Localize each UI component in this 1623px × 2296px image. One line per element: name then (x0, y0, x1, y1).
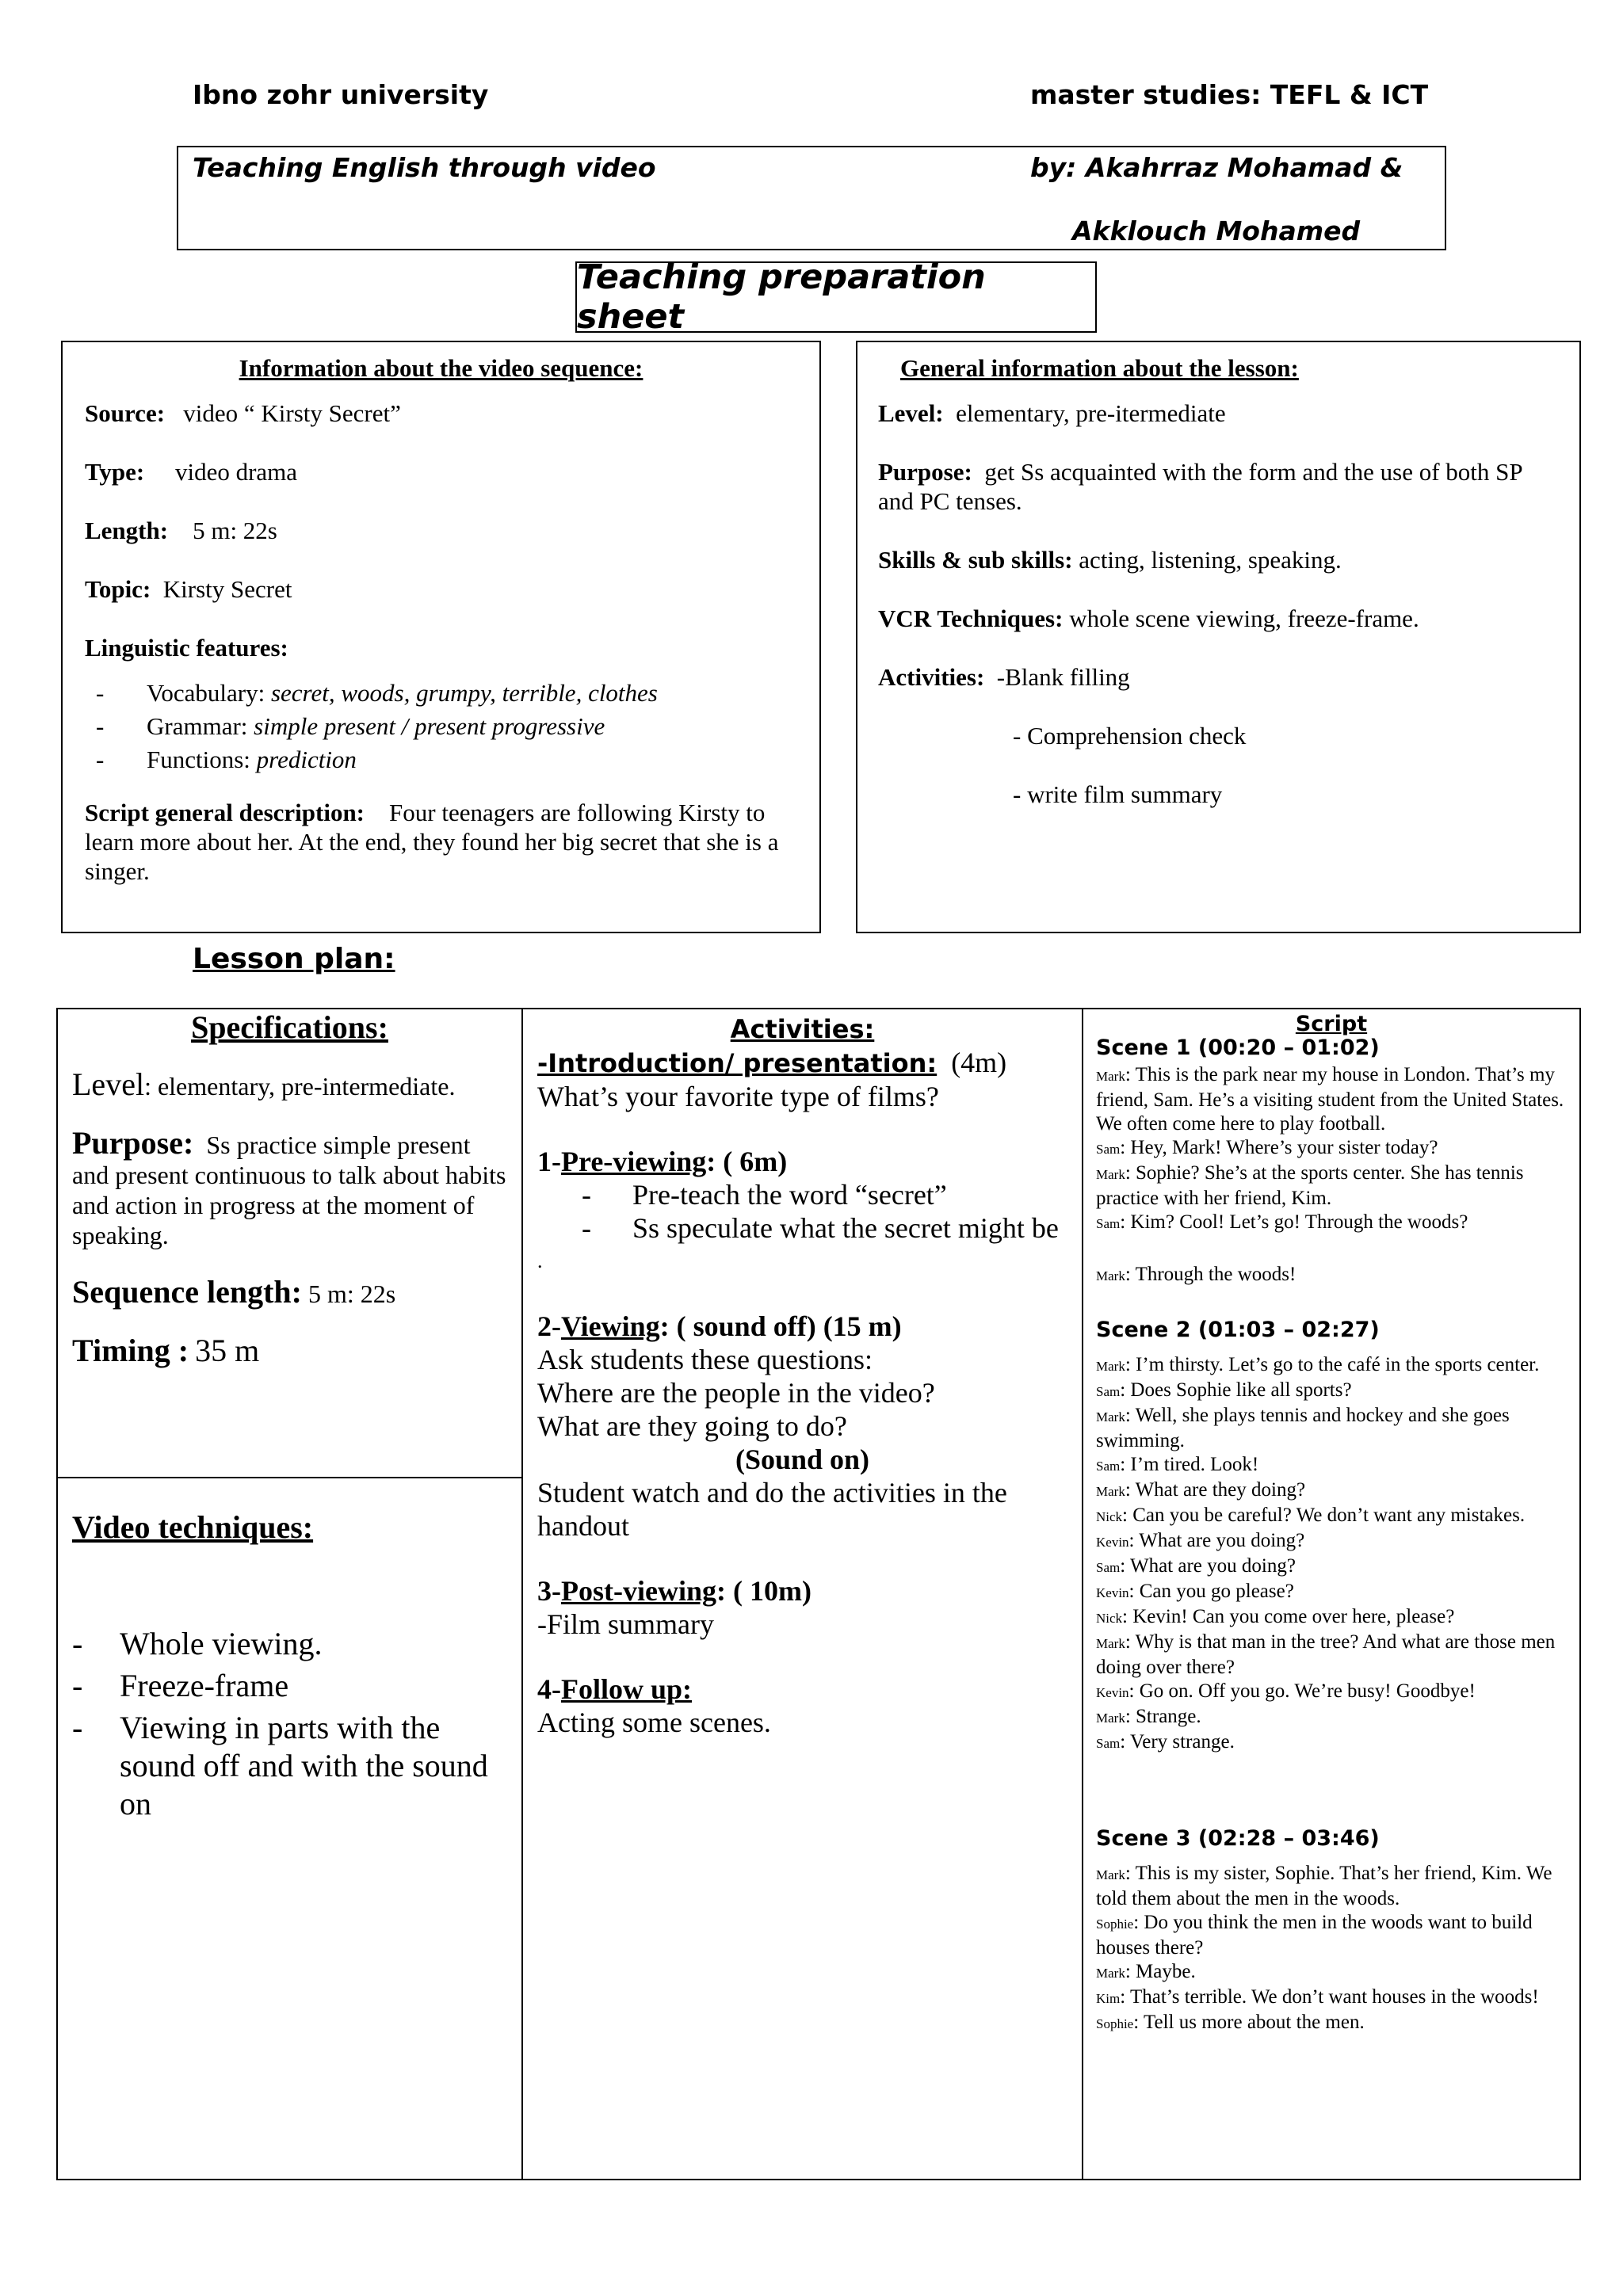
intro-time: (4m) (951, 1047, 1007, 1078)
length-row (85, 516, 797, 545)
topic-label: Topic: (85, 575, 151, 603)
post-viewing-num: 3- (537, 1575, 561, 1607)
line-text: : Does Sophie like all sports? (1120, 1379, 1352, 1401)
script-line (1096, 1453, 1567, 1478)
level-value: elementary, pre-itermediate (956, 399, 1226, 427)
scene-title: Scene 2 (01:03 – 02:27) (1096, 1318, 1380, 1342)
script-line (1096, 1353, 1567, 1379)
course-title: Teaching English through video (193, 152, 656, 183)
pre-viewing-time: : ( 6m) (706, 1146, 788, 1177)
source-value: video “ Kirsty Secret” (183, 399, 401, 427)
techniques-list (72, 1625, 516, 1823)
linguistic-row (85, 633, 797, 662)
speaker: Kevin (1096, 1585, 1129, 1600)
length-value: 5 m: 22s (193, 517, 277, 544)
feature-label: Grammar: (147, 712, 248, 740)
line-text: : What are you doing? (1120, 1555, 1296, 1577)
speaker: Kevin (1096, 1535, 1129, 1550)
speaker: Sophie (1096, 1917, 1134, 1932)
script-line (1096, 1862, 1567, 1911)
script-line (1096, 1211, 1567, 1236)
level-label: Level: (878, 399, 944, 427)
spec-level-label: Level (72, 1066, 145, 1102)
lesson-plan-label: Lesson plan: (193, 943, 395, 975)
intro-label: -Introduction/ presentation: (537, 1048, 938, 1078)
feature-value: prediction (256, 746, 357, 773)
script-heading: Script (1295, 1012, 1368, 1036)
script-desc-label: Script general description: (85, 799, 365, 826)
post-viewing-time: : ( 10m) (716, 1575, 812, 1607)
sheet-title (575, 257, 1097, 337)
linguistic-label: Linguistic features: (85, 634, 288, 662)
script-line (1096, 2011, 1567, 2036)
speaker: Nick (1096, 1509, 1123, 1524)
script-line (1096, 1985, 1567, 2011)
spec-purpose (72, 1125, 507, 1250)
activities-column (523, 1009, 1082, 2179)
script-line (1096, 1504, 1567, 1529)
spec-timing-label: Timing : (72, 1333, 189, 1368)
lesson-info-heading: General information about the lesson: (900, 354, 1299, 382)
skills-row (878, 545, 1559, 574)
speaker: Mark (1096, 1409, 1125, 1425)
line-text: : Well, she plays tennis and hockey and she goes swimming. (1096, 1405, 1510, 1451)
authors-line-1: by: Akahrraz Mohamad & (1030, 152, 1403, 183)
university-name: Ibno zohr university (193, 79, 489, 110)
speaker: Mark (1096, 1711, 1125, 1726)
line-text: : Kim? Cool! Let’s go! Through the woods? (1120, 1211, 1468, 1233)
video-info-heading: Information about the video sequence: (239, 354, 643, 382)
post-viewing-line (537, 1574, 1067, 1608)
line-text: : What are you doing? (1128, 1530, 1305, 1551)
purpose-label: Purpose: (878, 458, 972, 486)
line-text: : Why is that man in the tree? And what are those men doing over there? (1096, 1631, 1556, 1678)
speaker: Mark (1096, 1966, 1125, 1981)
technique-item: - Freeze-frame (72, 1667, 516, 1705)
post-viewing-label: Post-viewing (561, 1575, 716, 1607)
activity-item: -Blank filling (996, 663, 1130, 691)
intro-question: What’s your favorite type of films? (537, 1081, 939, 1112)
viewing-after: Student watch and do the activities in the handout (537, 1477, 1007, 1542)
speaker: Sam (1096, 1736, 1121, 1751)
speaker: Sophie (1096, 2016, 1134, 2031)
skills-value: acting, listening, speaking. (1079, 546, 1342, 574)
activity-item: - Comprehension check (1013, 722, 1247, 749)
speaker: Mark (1096, 1268, 1125, 1283)
script-line (1096, 1680, 1567, 1705)
line-text: : This is my sister, Sophie. That’s her friend, Kim. We told them about the men in the woods. (1096, 1863, 1552, 1909)
speaker: Kim (1096, 1991, 1121, 2006)
level-row (878, 399, 1559, 428)
pre-viewing-item: - Ss speculate what the secret might be (537, 1211, 1067, 1245)
speaker: Nick (1096, 1611, 1123, 1626)
spec-sequence (72, 1274, 507, 1310)
line-text: : I’m tired. Look! (1120, 1454, 1259, 1475)
script-line (1096, 1960, 1567, 1985)
script-line (1096, 1705, 1567, 1730)
script-line (1096, 1554, 1567, 1580)
line-text: : Hey, Mark! Where’s your sister today? (1120, 1137, 1438, 1158)
spec-level (72, 1066, 507, 1102)
scene-title: Scene 1 (00:20 – 01:02) (1096, 1035, 1380, 1060)
script-line (1096, 1263, 1567, 1288)
line-text: : Can you go please? (1128, 1581, 1294, 1602)
script-line (1096, 1136, 1567, 1161)
spec-purpose-label: Purpose: (72, 1125, 194, 1161)
script-line (1096, 1161, 1567, 1211)
speaker: Mark (1096, 1069, 1125, 1084)
technique-item: - Viewing in parts with the sound off and with the sound on (72, 1709, 516, 1823)
speaker: Sam (1096, 1142, 1121, 1157)
activities-heading: Activities: (730, 1014, 875, 1044)
viewing-question: Ask students these questions: (537, 1344, 873, 1375)
type-value: video drama (174, 458, 298, 486)
script-line (1096, 1911, 1567, 1960)
line-text: : Maybe. (1125, 1961, 1196, 1982)
activities-row (878, 662, 1559, 692)
line-text: : Very strange. (1120, 1731, 1235, 1753)
line-text: : This is the park near my house in London. That’s my friend, Sam. He’s a visiting student from the United States. We often come here to play football. (1096, 1064, 1564, 1135)
pre-viewing-line (537, 1145, 1067, 1178)
script-line (1096, 1529, 1567, 1554)
line-text: : I’m thirsty. Let’s go to the café in the sports center. (1125, 1354, 1540, 1375)
speaker: Sam (1096, 1459, 1121, 1474)
script-line (1096, 1730, 1567, 1756)
line-text: : Sophie? She’s at the sports center. She has tennis practice with her friend, Kim. (1096, 1162, 1524, 1209)
speaker: Sam (1096, 1384, 1121, 1399)
pre-viewing-label: Pre-viewing (561, 1146, 707, 1177)
script-line (1096, 1478, 1567, 1504)
viewing-question: What are they going to do? (537, 1410, 847, 1442)
spec-timing-value: 35 m (195, 1333, 260, 1368)
topic-value: Kirsty Secret (162, 575, 292, 603)
type-label: Type: (85, 458, 145, 486)
pre-viewing-list (537, 1178, 1067, 1245)
viewing-question: Where are the people in the video? (537, 1377, 935, 1409)
speaker: Mark (1096, 1167, 1125, 1182)
features-list (85, 678, 797, 774)
line-text: : Tell us more about the men. (1133, 2012, 1365, 2033)
post-viewing-item: -Film summary (537, 1608, 714, 1640)
feature-item (85, 745, 797, 774)
spec-divider (58, 1477, 521, 1478)
line-text: : That’s terrible. We don’t want houses in the woods! (1120, 1986, 1539, 2008)
specifications-heading: Specifications: (191, 1009, 388, 1045)
follow-up-label: Follow up: (561, 1673, 693, 1705)
feature-label: Vocabulary: (147, 679, 265, 707)
stray-dot: . (537, 1249, 543, 1272)
skills-label: Skills & sub skills: (878, 546, 1073, 574)
pre-viewing-item: - Pre-teach the word “secret” (537, 1178, 1067, 1211)
script-line (1096, 1580, 1567, 1605)
purpose-row (878, 457, 1559, 516)
speaker: Mark (1096, 1636, 1125, 1651)
topic-row (85, 574, 797, 604)
feature-item (85, 711, 797, 741)
feature-value: simple present / present progressive (254, 712, 605, 740)
intro-line (537, 1046, 1067, 1080)
spec-purpose-value: Ss practice simple present and present continuous to talk about habits and action in progress at the moment of speaking. (72, 1131, 506, 1249)
script-line (1096, 1379, 1567, 1404)
speaker: Mark (1096, 1359, 1125, 1374)
follow-up-num: 4- (537, 1673, 561, 1705)
source-label: Source: (85, 399, 166, 427)
video-techniques-heading: Video techniques: (72, 1509, 314, 1545)
viewing-time: : ( sound off) (15 m) (659, 1310, 902, 1342)
line-text: : Kevin! Can you come over here, please? (1122, 1606, 1455, 1627)
speaker: Kevin (1096, 1685, 1129, 1700)
speaker: Sam (1096, 1560, 1121, 1575)
script-line (1096, 1630, 1567, 1680)
scene-title: Scene 3 (02:28 – 03:46) (1096, 1826, 1380, 1851)
vcr-label: VCR Techniques: (878, 605, 1064, 632)
activity-item: - write film summary (1013, 780, 1223, 808)
speaker: Sam (1096, 1216, 1121, 1231)
script-desc-row (85, 798, 797, 886)
script-column (1083, 1009, 1579, 2179)
line-text: : Strange. (1125, 1706, 1201, 1727)
line-text: : Do you think the men in the woods want to build houses there? (1096, 1912, 1533, 1958)
spec-level-value: : elementary, pre-intermediate. (144, 1072, 456, 1100)
vcr-value: whole scene viewing, freeze-frame. (1069, 605, 1419, 632)
sound-on-label: (Sound on) (735, 1444, 870, 1475)
line-text: : Can you be careful? We don’t want any mistakes. (1122, 1505, 1526, 1526)
line-text: : What are they doing? (1125, 1479, 1306, 1501)
purpose-value: get Ss acquainted with the form and the use of both SP and PC tenses. (878, 458, 1522, 515)
technique-item: - Whole viewing. (72, 1625, 516, 1663)
viewing-line (537, 1310, 1067, 1343)
script-desc: Four teenagers are following Kirsty to learn more about her. At the end, they found her big secret that she is a singer. (85, 799, 779, 885)
follow-up-item: Acting some scenes. (537, 1707, 771, 1738)
length-label: Length: (85, 517, 169, 544)
script-line (1096, 1404, 1567, 1453)
speaker: Mark (1096, 1867, 1125, 1882)
follow-up-line (537, 1672, 1067, 1706)
video-info-box (61, 341, 821, 933)
vcr-row (878, 604, 1559, 633)
line-text: : Go on. Off you go. We’re busy! Goodbye! (1128, 1680, 1476, 1702)
spec-sequence-value: 5 m: 22s (308, 1280, 396, 1308)
feature-value: secret, woods, grumpy, terrible, clothes (270, 679, 658, 707)
spec-timing (72, 1333, 507, 1368)
spec-sequence-label: Sequence length: (72, 1274, 302, 1310)
speaker: Mark (1096, 1484, 1125, 1499)
activities-label: Activities: (878, 663, 985, 691)
script-line (1096, 1063, 1567, 1136)
source-row (85, 399, 797, 428)
lesson-plan-table (56, 1008, 1581, 2180)
viewing-label: Viewing (561, 1310, 660, 1342)
script-line (1096, 1605, 1567, 1630)
feature-item (85, 678, 797, 707)
specifications-column (58, 1009, 521, 2179)
type-row (85, 457, 797, 486)
program-name: master studies: TEFL & ICT (1030, 79, 1429, 110)
line-text: : Through the woods! (1125, 1264, 1296, 1285)
sheet-title-text: Teaching preparation sheet (577, 257, 986, 337)
pre-viewing-num: 1- (537, 1146, 561, 1177)
lesson-info-box (856, 341, 1581, 933)
feature-label: Functions: (147, 746, 250, 773)
authors-line-2: Akklouch Mohamed (1072, 215, 1361, 246)
viewing-num: 2- (537, 1310, 561, 1342)
